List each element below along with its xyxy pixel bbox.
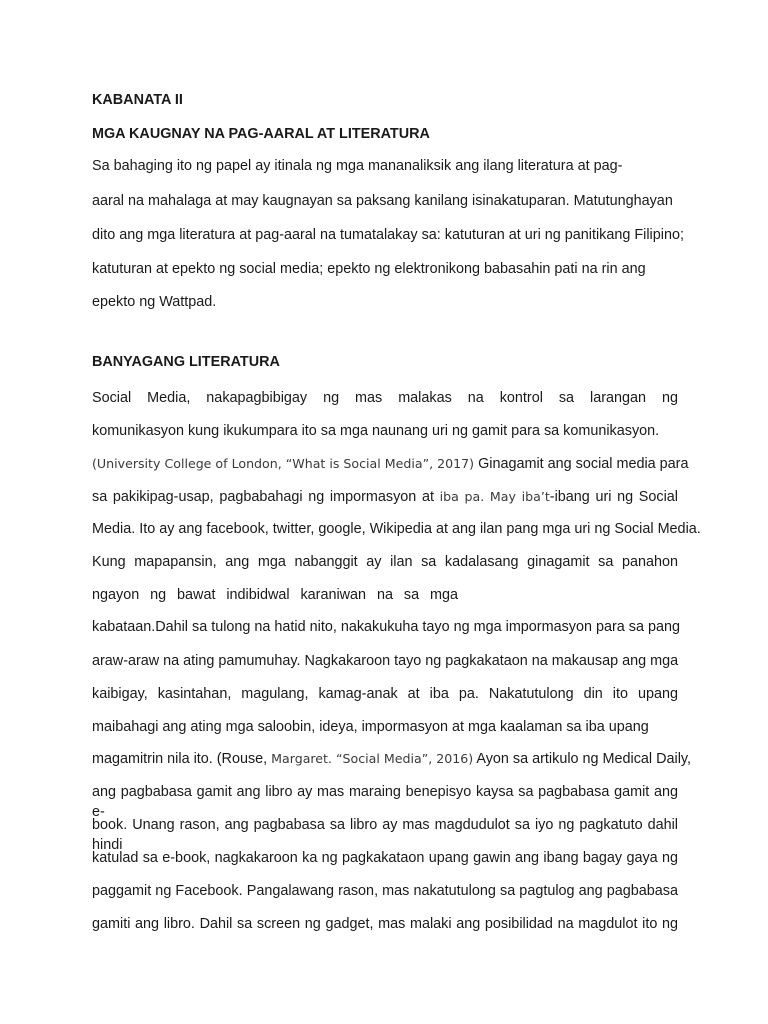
- body-line: kabataan.Dahil sa tulong na hatid nito, nakakukuha tayo ng mga impormasyon para sa pang: [92, 619, 680, 635]
- intro-line: epekto ng Wattpad.: [92, 294, 217, 310]
- body-line: katulad sa e-book, nagkakaroon ka ng pagkakataon upang gawin ang ibang bagay gaya ng: [92, 850, 678, 866]
- body-line: araw-araw na ating pamumuhay. Nagkakaroon tayo ng pagkakataon na makausap ang mga: [92, 653, 679, 669]
- intro-line: Sa bahaging ito ng papel ay itinala ng mga mananaliksik ang ilang literatura at pag-: [92, 158, 623, 174]
- intro-line: katuturan at epekto ng social media; epekto ng elektronikong babasahin pati na rin ang: [92, 261, 646, 277]
- body-line: paggamit ng Facebook. Pangalawang rason, mas nakatutulong sa pagtulog ang pagbabasa: [92, 883, 678, 899]
- body-line: maibahagi ang ating mga saloobin, ideya, impormasyon at mga kaalaman sa iba upang: [92, 719, 649, 735]
- body-text: -ibang uri ng Social: [549, 489, 678, 505]
- body-line: kaibigay, kasintahan, magulang, kamag-anak at iba pa. Nakatutulong din ito upang: [92, 686, 678, 702]
- body-text: magamitrin nila ito. (Rouse,: [92, 751, 272, 767]
- body-line: ngayon ng bawat indibidwal karaniwan na sa mga: [92, 587, 458, 603]
- body-line: gamiti ang libro. Dahil sa screen ng gadget, mas malaki ang posibilidad na magdulot ito ng: [92, 916, 678, 932]
- body-line: [92, 487, 678, 507]
- body-line: [92, 749, 691, 769]
- body-line: Kung mapapansin, ang mga nabanggit ay ilan sa kadalasang ginagamit sa panahon: [92, 554, 678, 570]
- body-text: Ginagamit ang social media para: [474, 456, 689, 472]
- body-line: Social Media, nakapagbibigay ng mas malakas na kontrol sa larangan ng: [92, 390, 678, 406]
- intro-line: dito ang mga literatura at pag-aaral na tumatalakay sa: katuturan at uri ng panitikang Filipino;: [92, 227, 684, 243]
- chapter-heading: KABANATA II: [92, 92, 183, 108]
- citation: Margaret. “Social Media”, 2016): [271, 751, 474, 766]
- body-line: [92, 454, 688, 474]
- subsection-title: BANYAGANG LITERATURA: [92, 354, 280, 370]
- body-line: book. Unang rason, ang pagbabasa sa libro ay mas magdudulot sa iyo ng pagkatuto dahil hindi: [92, 817, 678, 853]
- body-line: komunikasyon kung ikukumpara ito sa mga naunang uri ng gamit para sa komunikasyon.: [92, 423, 660, 439]
- intro-line: aaral na mahalaga at may kaugnayan sa paksang kanilang isinakatuparan. Matutunghayan: [92, 193, 673, 209]
- section-title: MGA KAUGNAY NA PAG-AARAL AT LITERATURA: [92, 126, 430, 142]
- citation: (University College of London, “What is Social Media”, 2017): [92, 456, 475, 471]
- small-text: iba pa. May iba’t: [439, 489, 550, 504]
- body-line: Media. Ito ay ang facebook, twitter, google, Wikipedia at ang ilan pang mga uri ng Social Media.: [92, 521, 701, 537]
- body-text: Ayon sa artikulo ng Medical Daily,: [473, 751, 692, 767]
- body-line: ang pagbabasa gamit ang libro ay mas maraing benepisyo kaysa sa pagbabasa gamit ang e-: [92, 784, 678, 820]
- body-text: sa pakikipag-usap, pagbabahagi ng impormasyon at: [92, 489, 440, 505]
